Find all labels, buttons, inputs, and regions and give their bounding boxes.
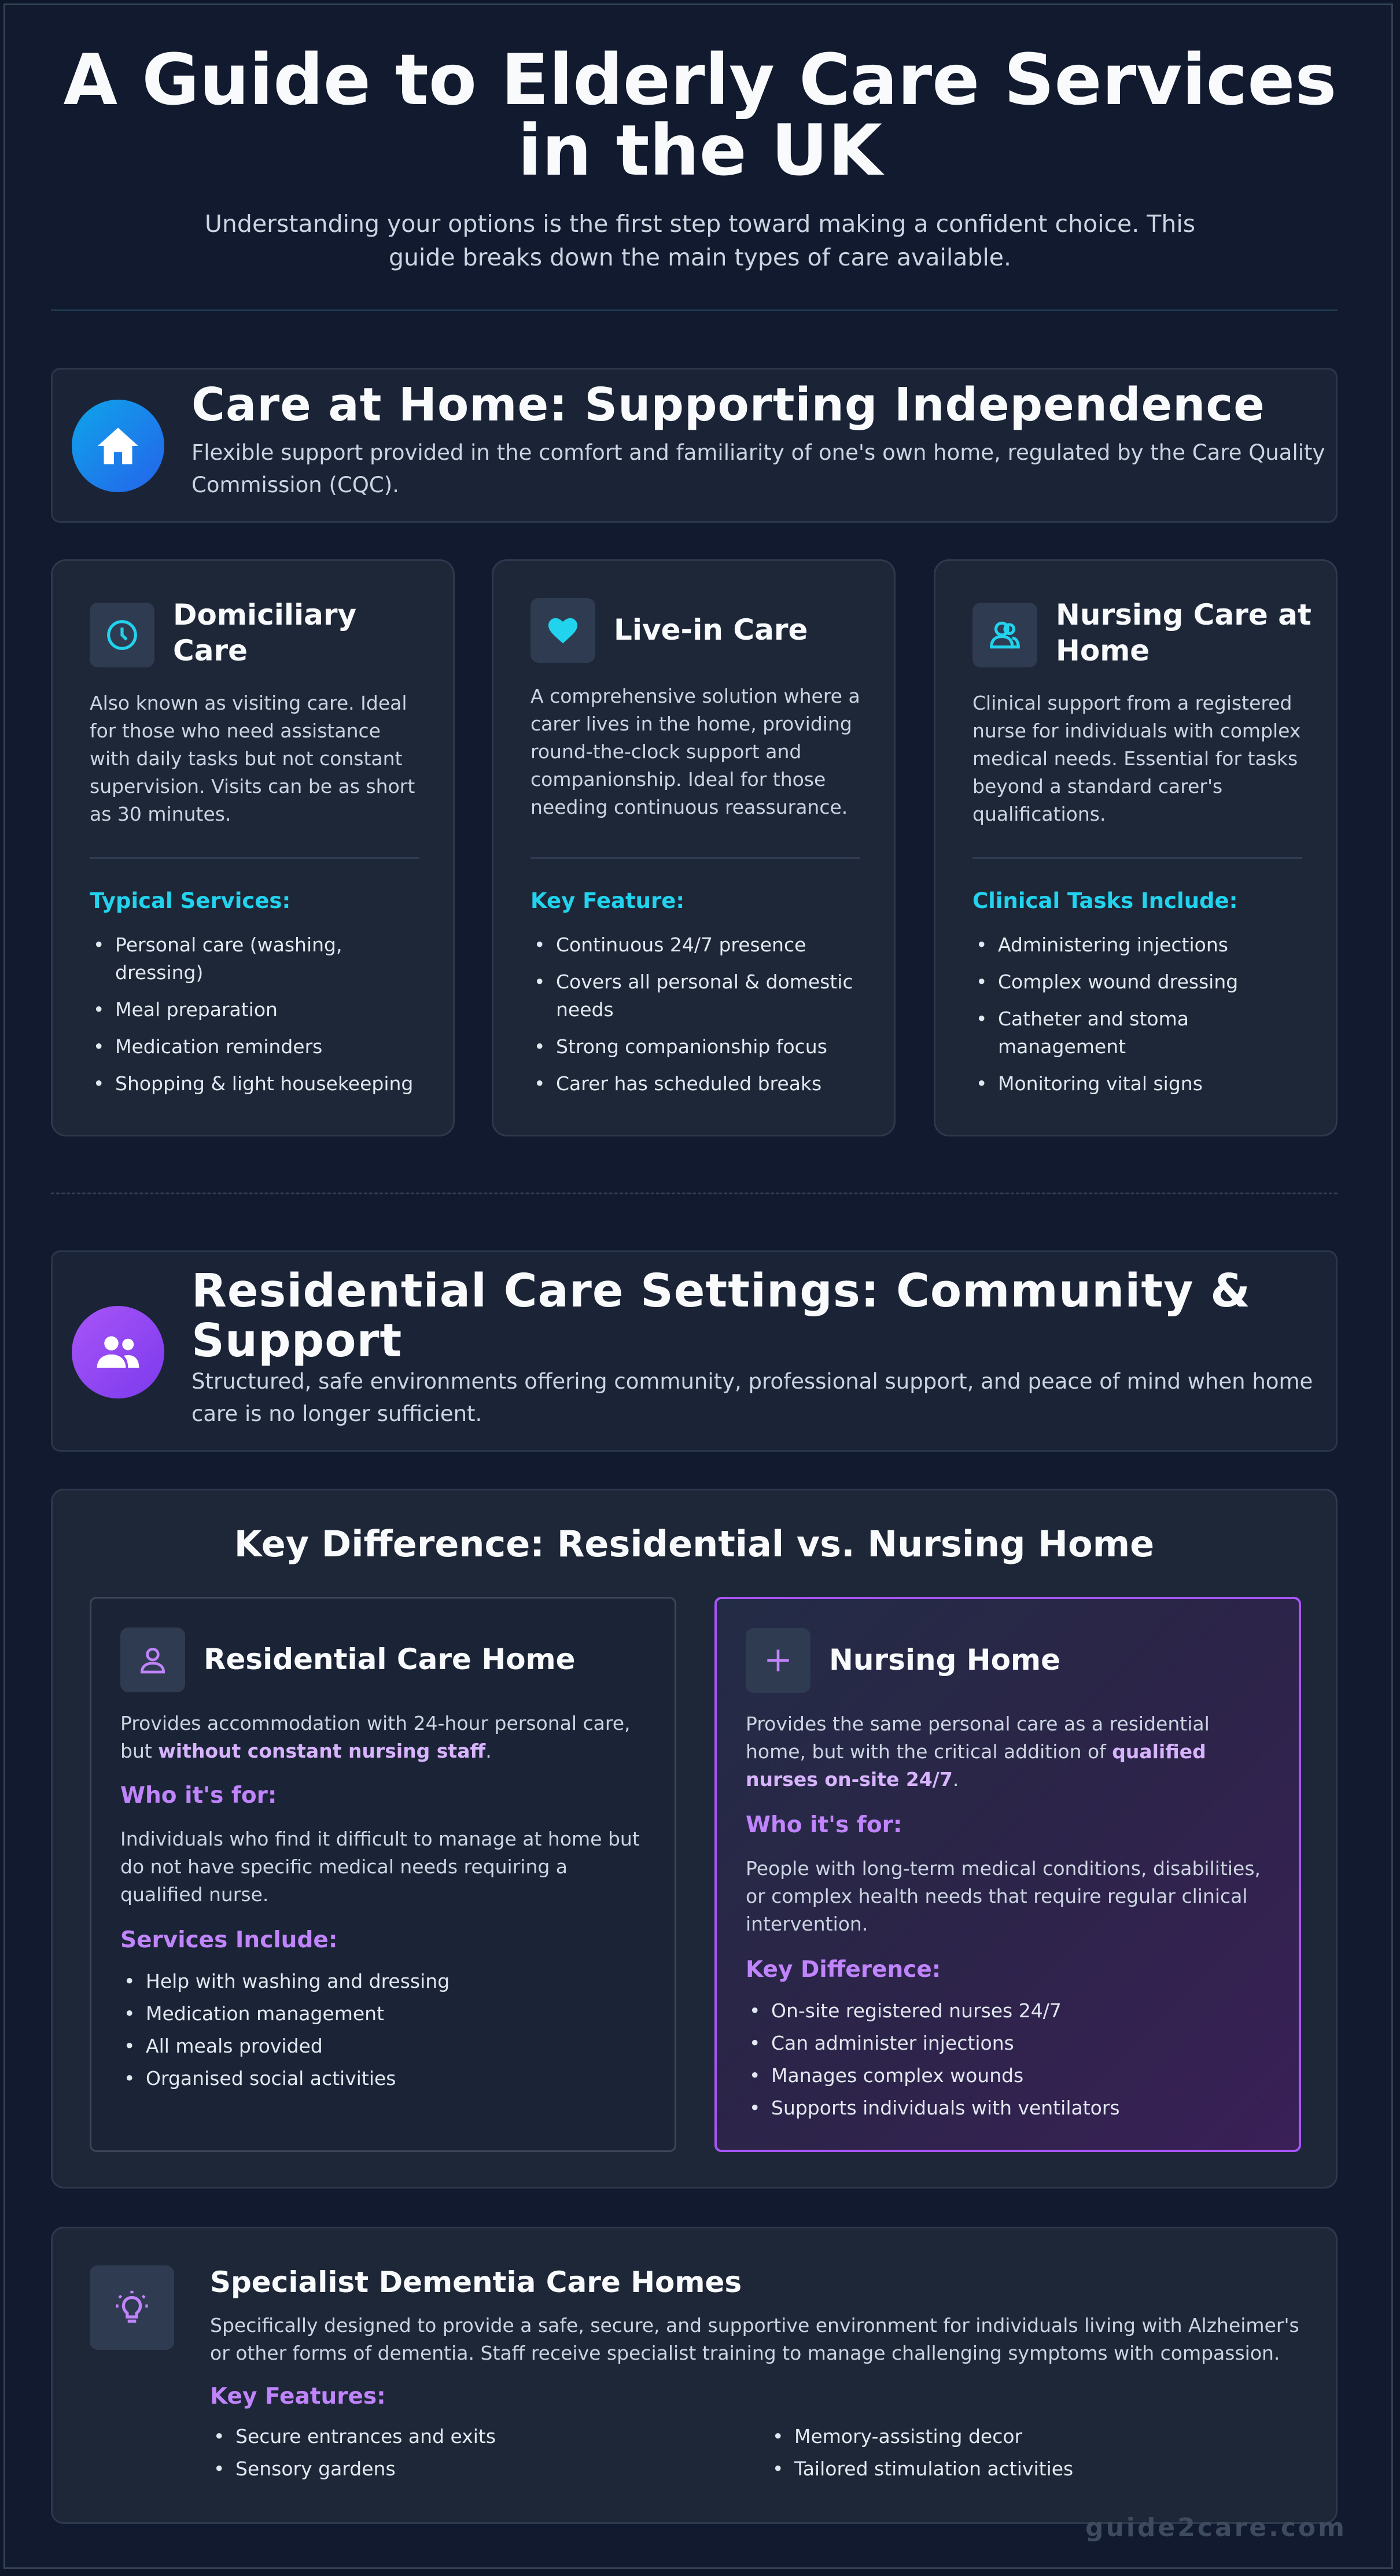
site-watermark: guide2care.com — [1085, 2513, 1347, 2542]
list-item: • Medication reminders — [90, 1033, 425, 1061]
list-item: • Medication management — [120, 2000, 653, 2028]
residential-section-description: Structured, safe environments offering community, professional support, and peace of mind when home care is no longer sufficient. — [191, 1369, 1313, 1426]
list-item: • On-site registered nurses 24/7 — [746, 1997, 1278, 2025]
list-item: • Meal preparation — [90, 996, 425, 1024]
page-subtitle: Understanding your options is the first step toward making a confident choice. This guide breaks down the main types of care available. — [204, 210, 1196, 271]
residential-desc-emphasis: without constant nursing staff — [158, 1740, 486, 1762]
group-icon — [72, 1306, 164, 1398]
list-item: • Complex wound dressing — [972, 968, 1308, 996]
residential-desc-end: . — [485, 1740, 492, 1762]
list-item: • Continuous 24/7 presence — [530, 931, 866, 959]
card-list — [530, 931, 866, 1107]
domiciliary-care-card — [51, 559, 455, 1136]
residential-list-heading: Services Include: — [120, 1927, 338, 1953]
residential-who-text: Individuals who find it difficult to manage at home but do not have specific medical needs requiring a qualified nurse. — [120, 1828, 640, 1906]
list-item: • Catheter and stoma management — [972, 1005, 1308, 1061]
dementia-list-right — [769, 2423, 1290, 2483]
nursing-list — [746, 1997, 1278, 2122]
list-item: • Memory-assisting decor — [769, 2423, 1290, 2450]
list-item: • Personal care (washing, dressing) — [90, 931, 425, 987]
list-item: • Secure entrances and exits — [210, 2423, 731, 2450]
residential-desc-text: Provides accommodation with 24-hour personal care, but — [120, 1712, 631, 1762]
list-item: • All meals provided — [120, 2032, 653, 2060]
lightbulb-icon — [90, 2265, 174, 2350]
list-item: • Shopping & light housekeeping — [90, 1070, 425, 1098]
title-line-1: A Guide to Elderly Care Services — [63, 39, 1337, 121]
dementia-description: Specifically designed to provide a safe, secure, and supportive environment for individuals living with Alzheimer's or other forms of dementia. Staff receive specialist training to manage challenging symptoms with compassion. — [210, 2314, 1299, 2364]
card-list-heading: Typical Services: — [90, 888, 291, 913]
residential-who-heading: Who it's for: — [120, 1782, 277, 1809]
card-description: Clinical support from a registered nurse for individuals with complex medical needs. Essential for tasks beyond a standard carer's qualifications. — [972, 692, 1301, 825]
list-item: • Strong companionship focus — [530, 1033, 866, 1061]
nursing-home-box — [714, 1597, 1301, 2152]
key-difference-title: Key Difference: Residential vs. Nursing Home — [234, 1523, 1155, 1565]
list-item: • Organised social activities — [120, 2065, 653, 2092]
card-description: A comprehensive solution where a carer lives in the home, providing round-the-clock support and companionship. Ideal for those needing continuous reassurance. — [530, 685, 860, 818]
list-item: • Carer has scheduled breaks — [530, 1070, 866, 1098]
card-list — [90, 931, 425, 1107]
card-list-heading: Clinical Tasks Include: — [972, 888, 1238, 913]
list-item: • Monitoring vital signs — [972, 1070, 1308, 1098]
residential-section-title: Residential Care Settings: Community & Support — [191, 1264, 1251, 1367]
home-section-banner — [51, 368, 1338, 523]
list-item: • Can administer injections — [746, 2029, 1278, 2057]
nursing-list-heading: Key Difference: — [746, 1957, 941, 1983]
list-item: • Help with washing and dressing — [120, 1968, 653, 1995]
nursing-desc-end: . — [952, 1768, 959, 1791]
nursing-who-text: People with long-term medical conditions, disabilities, or complex health needs that require regular clinical intervention. — [746, 1857, 1261, 1935]
residential-care-home-box — [90, 1597, 676, 2152]
home-icon — [72, 400, 164, 492]
card-title: Live-in Care — [614, 613, 808, 647]
residential-list — [120, 1968, 653, 2092]
card-divider — [90, 857, 419, 859]
card-list-heading: Key Feature: — [530, 888, 685, 913]
residential-section-banner — [51, 1250, 1338, 1452]
home-section-description: Flexible support provided in the comfort and familiarity of one's own home, regulated by the Care Quality Commission (CQC). — [191, 440, 1325, 497]
list-item: • Manages complex wounds — [746, 2062, 1278, 2090]
header-divider — [51, 309, 1338, 311]
dementia-list-heading: Key Features: — [210, 2383, 386, 2409]
nursing-desc-emphasis: qualified nurses on-site 24/7 — [746, 1740, 1206, 1791]
nursing-desc-text: Provides the same personal care as a residential home, but with the critical addition of — [746, 1713, 1210, 1763]
section-divider — [51, 1193, 1338, 1194]
list-item: • Tailored stimulation activities — [769, 2455, 1290, 2483]
residential-title: Residential Care Home — [204, 1643, 576, 1676]
residential-description — [120, 1710, 641, 1765]
dementia-list-left — [210, 2423, 731, 2483]
card-list — [972, 931, 1308, 1107]
heart-icon — [530, 598, 595, 663]
page-title — [35, 39, 1365, 191]
dementia-care-card — [51, 2227, 1338, 2524]
list-item: • Supports individuals with ventilators — [746, 2094, 1278, 2122]
dementia-title: Specialist Dementia Care Homes — [210, 2265, 742, 2299]
nursing-home-description — [746, 1710, 1266, 1793]
person-icon — [120, 1627, 185, 1692]
live-in-care-card — [492, 559, 896, 1136]
title-line-2: in the UK — [518, 110, 882, 191]
list-item: • Covers all personal & domestic needs — [530, 968, 866, 1024]
card-title: Nursing Care at Home — [1056, 598, 1311, 667]
list-item: • Administering injections — [972, 931, 1308, 959]
card-title: Domiciliary Care — [173, 598, 357, 667]
card-divider — [972, 857, 1302, 859]
list-item: • Sensory gardens — [210, 2455, 731, 2483]
nursing-care-at-home-card — [934, 559, 1338, 1136]
key-difference-panel — [51, 1489, 1338, 2189]
nursing-home-title: Nursing Home — [829, 1643, 1060, 1677]
home-section-title: Care at Home: Supporting Independence — [191, 378, 1265, 431]
card-divider — [530, 857, 860, 859]
nurse-icon — [972, 603, 1037, 667]
plus-icon — [746, 1628, 810, 1693]
nursing-who-heading: Who it's for: — [746, 1812, 902, 1838]
card-description: Also known as visiting care. Ideal for those who need assistance with daily tasks but not constant supervision. Visits can be as short as 30 minutes. — [90, 692, 415, 825]
clock-icon — [90, 603, 154, 667]
